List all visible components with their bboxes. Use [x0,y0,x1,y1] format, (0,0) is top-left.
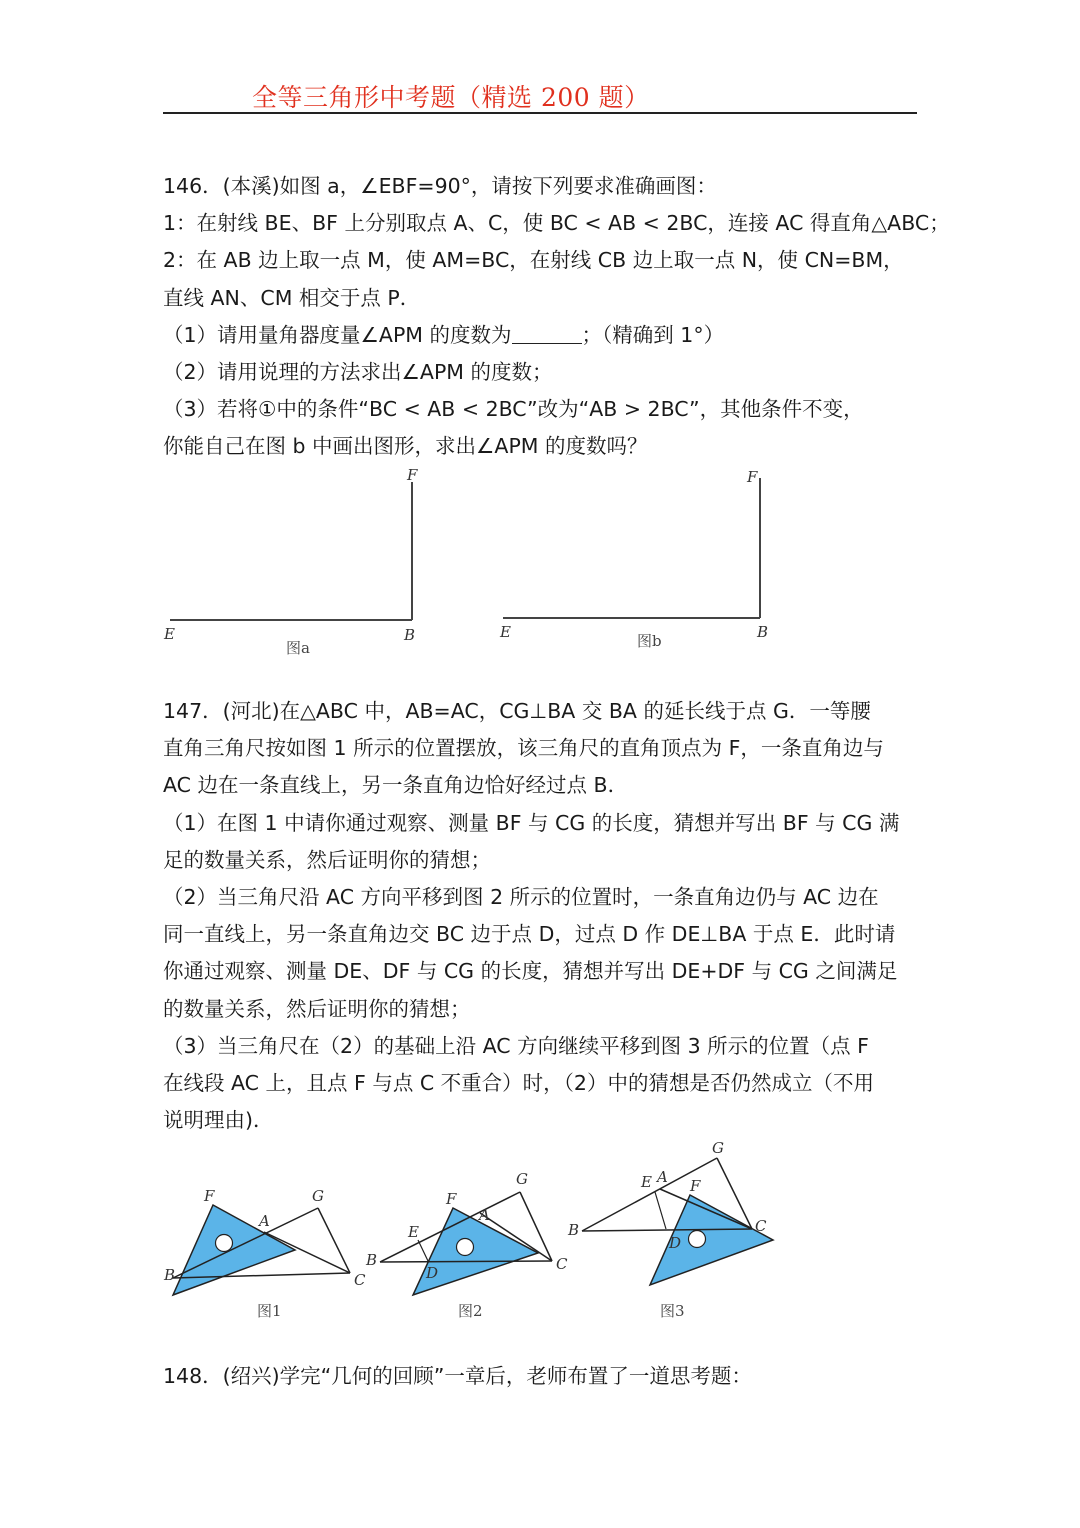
q147-line: 在线段 AC 上，且点 F 与点 C 不重合）时，（2）中的猜想是否仍然成立（不用 [163,1070,874,1095]
label-D: D [426,1264,439,1282]
q147-line: 足的数量关系，然后证明你的猜想； [163,847,491,872]
q146-line: （2）请用说理的方法求出∠APM 的度数； [163,359,553,384]
q146-line: 你能自己在图 b 中画出图形，求出∠APM 的度数吗？ [163,434,648,459]
question-146 [163,168,950,466]
q146-sub1 [163,317,923,354]
q147-line: （2）当三角尺沿 AC 方向平移到图 2 所示的位置时，一条直角边仍与 AC 边在 [163,884,879,909]
header-divider [163,112,917,114]
figure-caption: 图2 [458,1302,483,1320]
q147-line: 直角三角尺按如图 1 所示的位置摆放，该三角尺的直角顶点为 F，一条直角边与 [163,736,884,761]
label-F: F [407,466,418,484]
figure-b [499,468,768,650]
q147-line: 的数量关系，然后证明你的猜想； [163,996,471,1021]
q147-line: （1）在图 1 中请你通过观察、测量 BF 与 CG 的长度，猜想并写出 BF 与 CG 满 [163,810,900,835]
label-B: B [366,1251,378,1269]
label-B: B [164,1266,176,1284]
question-147 [163,693,923,1139]
figure-caption: 图a [286,639,310,657]
label-E: E [641,1173,652,1191]
label-B: B [568,1221,580,1239]
label-A: A [657,1168,668,1186]
label-F: F [747,468,758,486]
figure-2 [365,1170,568,1320]
page-title: 全等三角形中考题（精选 200 题） [252,83,650,112]
q147-line: AC 边在一条直线上，另一条直角边恰好经过点 B． [163,773,629,798]
set-square-hole [689,1231,706,1248]
label-C: C [755,1217,767,1235]
q146-line: 直线 AN、CM 相交于点 P． [163,285,421,310]
q147-line: 147．(河北)在△ABC 中，AB=AC，CG⊥BA 交 BA 的延长线于点 G．一等腰 [163,699,871,723]
q147-figures [0,1135,1080,1330]
label-B: B [757,623,769,641]
question-148 [163,1358,923,1395]
label-F: F [446,1190,457,1208]
set-square [173,1205,295,1295]
q146-line: 146．(本溪)如图 a，∠EBF=90°，请按下列要求准确画图： [163,174,717,198]
q147-line: 同一直线上，另一条直角边交 BC 边于点 D，过点 D 作 DE⊥BA 于点 E．此时请 [163,922,896,947]
label-E: E [408,1223,419,1241]
figure-caption: 图1 [257,1302,282,1320]
answer-blank [512,321,582,344]
label-E: E [164,625,175,643]
label-A: A [259,1212,270,1230]
figure-a [163,466,418,657]
q146-line: 2：在 AB 边上取一点 M，使 AM=BC，在射线 CB 边上取一点 N，使 CN=BM， [163,248,904,273]
figure-caption: 图b [637,632,662,650]
q146-sub1-text: （1）请用量角器度量∠APM 的度数为 [163,322,512,347]
q147-line: （3）当三角尺在（2）的基础上沿 AC 方向继续平移到图 3 所示的位置（点 F [163,1033,869,1058]
q146-figures [0,462,1080,662]
label-F: F [690,1177,701,1195]
figure-caption: 图3 [660,1302,685,1320]
q147-line: 你通过观察、测量 DE、DF 与 CG 的长度，猜想并写出 DE+DF 与 CG 之间满足 [163,959,898,984]
q146-line: （3）若将①中的条件“BC < AB < 2BC”改为“AB > 2BC”，其他条件不变， [163,397,864,422]
q146-line: 1：在射线 BE、BF 上分别取点 A、C，使 BC < AB < 2BC，连接 AC 得直角△ABC； [163,211,950,236]
label-D: D [669,1234,682,1252]
set-square-hole [216,1235,233,1252]
label-E: E [500,623,511,641]
q147-line: 说明理由)． [163,1108,274,1133]
figure-3 [567,1139,773,1320]
label-G: G [712,1139,724,1157]
label-C: C [354,1271,366,1289]
q148-line: 148．(绍兴)学完“几何的回顾”一章后，老师布置了一道思考题： [163,1364,752,1388]
label-C: C [556,1255,568,1273]
label-G: G [516,1170,528,1188]
label-A: A [479,1206,490,1224]
label-G: G [312,1187,324,1205]
q146-sub1-suffix: ；（精确到 1°） [581,322,725,347]
label-F: F [204,1187,215,1205]
set-square-hole [457,1239,474,1256]
figure-1 [163,1187,366,1320]
label-B: B [404,626,416,644]
